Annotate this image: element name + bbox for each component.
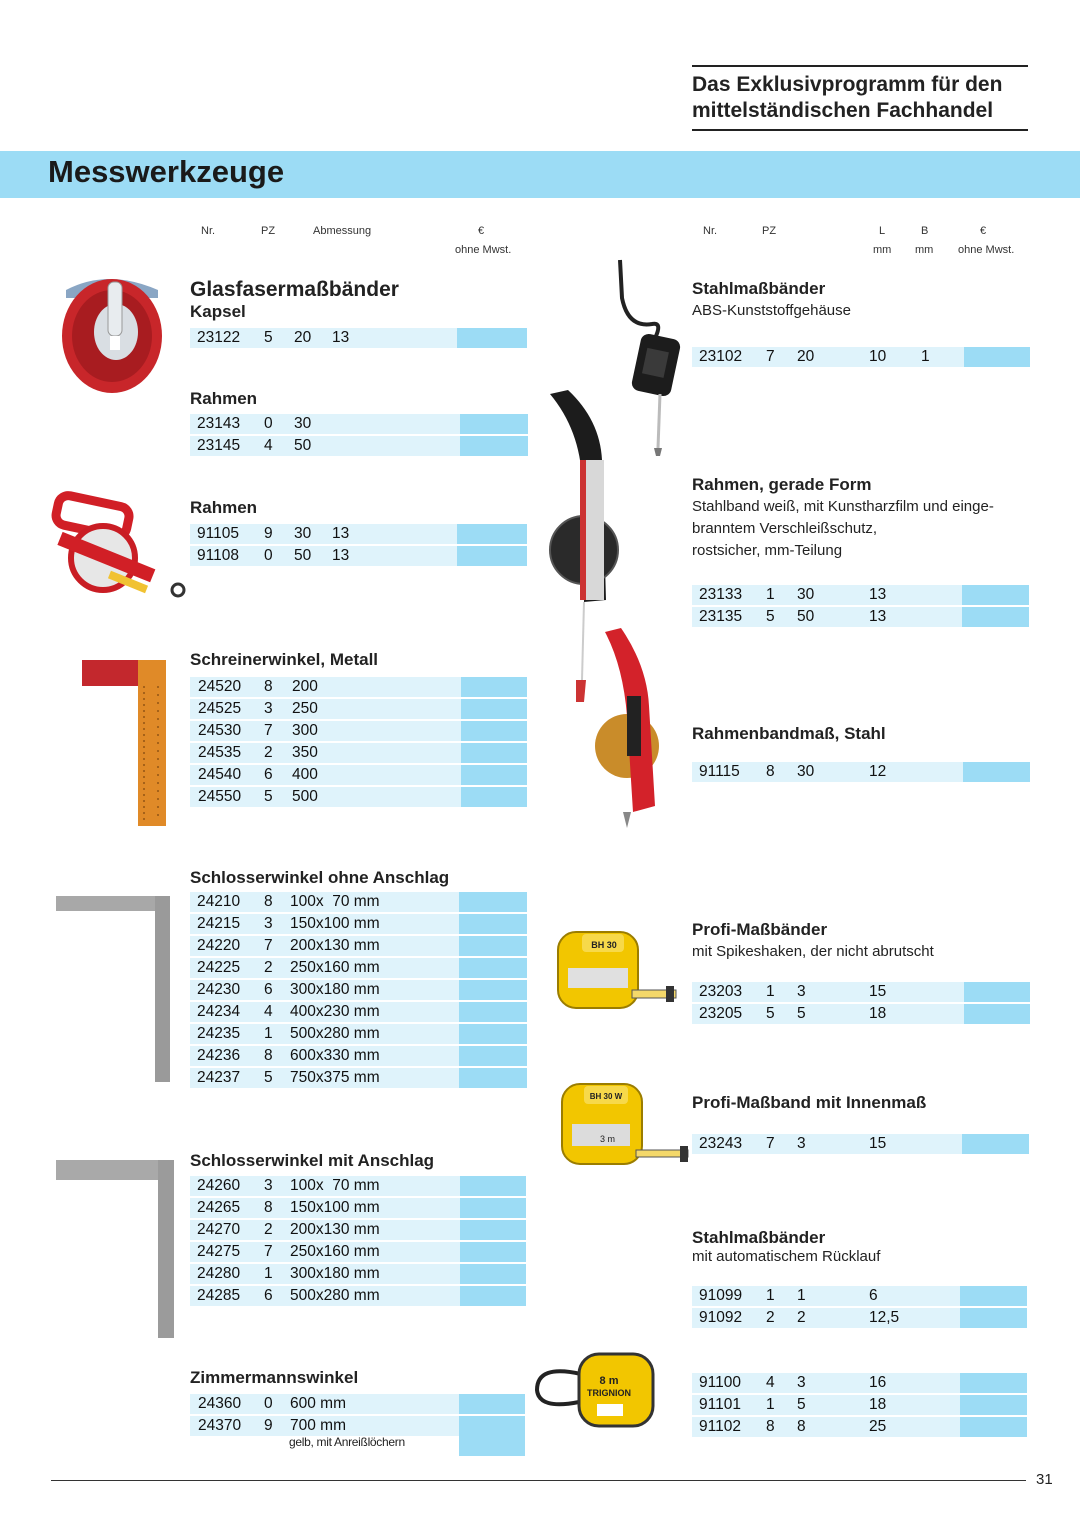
- col-nr-left: Nr.: [201, 225, 216, 237]
- cell-dim: 300: [292, 722, 318, 739]
- price-cell: [461, 765, 527, 785]
- price-cell: [457, 524, 527, 544]
- price-cell: [460, 1220, 526, 1240]
- cell-nr: 24265: [197, 1199, 241, 1216]
- cell-dim2: 13: [332, 329, 350, 346]
- table-row: [190, 436, 528, 456]
- cell-dim: 700 mm: [290, 1417, 346, 1434]
- cell-dim: 50: [294, 437, 312, 454]
- cell-length: 3: [797, 1374, 806, 1391]
- price-cell: [459, 1416, 525, 1456]
- cell-l: 18: [869, 1005, 887, 1022]
- table-row: [692, 1308, 1027, 1328]
- table-row: [190, 1394, 525, 1414]
- col-l: L: [879, 225, 886, 237]
- cell-length: 2: [797, 1309, 806, 1326]
- section-title-stahlmassbaender: Stahlmaßbänder: [692, 279, 826, 298]
- schlosserwinkel-mit-image: [56, 1160, 176, 1338]
- cell-pz: 4: [264, 1003, 273, 1020]
- price-cell: [960, 1417, 1027, 1437]
- cell-pz: 8: [264, 1199, 273, 1216]
- cell-nr: 24285: [197, 1287, 241, 1304]
- section-sub-ruecklauf: mit automatischem Rücklauf: [692, 1248, 881, 1265]
- cell-pz: 8: [264, 1047, 273, 1064]
- table-row: [190, 892, 527, 912]
- schreinerwinkel-image: [78, 656, 170, 826]
- table-row: [190, 1176, 526, 1196]
- price-cell: [962, 585, 1029, 605]
- cell-dim: 150x100 mm: [290, 1199, 380, 1216]
- cell-l: 12: [869, 763, 887, 780]
- price-cell: [459, 914, 527, 934]
- cell-pz: 4: [766, 1374, 775, 1391]
- cell-nr: 24280: [197, 1265, 241, 1282]
- table-row: [692, 1417, 1027, 1437]
- cell-dim: 400: [292, 766, 318, 783]
- cell-nr: 24270: [197, 1221, 241, 1238]
- col-net-right: ohne Mwst.: [958, 244, 1015, 256]
- table-row: [190, 914, 527, 934]
- cell-nr: 91100: [699, 1374, 741, 1391]
- section-title-rahmen-2: Rahmen: [190, 498, 258, 517]
- cell-pz: 8: [766, 763, 775, 780]
- cell-pz: 7: [766, 348, 775, 365]
- profi-massband-innenmass-image: [560, 1082, 690, 1172]
- cell-pz: 3: [264, 700, 273, 717]
- cell-length: 3: [797, 1135, 806, 1152]
- col-abmessung: Abmessung: [313, 225, 372, 237]
- cell-nr: 23205: [699, 1005, 743, 1022]
- cell-pz: 5: [264, 1069, 273, 1086]
- table-row: [190, 721, 527, 741]
- stahlmassband-abs-image: [612, 258, 682, 463]
- section-title-rahmen-1: Rahmen: [190, 389, 258, 408]
- table-row: [190, 1002, 527, 1022]
- cell-pz: 9: [264, 525, 273, 542]
- cell-dim2: 13: [332, 525, 350, 542]
- section-title-glasfaser: Glasfasermaßbänder: [190, 278, 399, 301]
- cell-nr: 23145: [197, 437, 241, 454]
- cell-dim: 100x 70 mm: [290, 1177, 380, 1194]
- table-row: [190, 546, 527, 566]
- price-cell: [459, 892, 527, 912]
- cell-pz: 9: [264, 1417, 273, 1434]
- section-title-rahmenbandmass: Rahmenbandmaß, Stahl: [692, 724, 886, 743]
- section-title-schlosserwinkel-mit: Schlosserwinkel mit Anschlag: [190, 1151, 435, 1170]
- cell-pz: 6: [264, 981, 273, 998]
- section-sub-spikeshaken: mit Spikeshaken, der nicht abrutscht: [692, 943, 934, 960]
- table-row: [692, 607, 1029, 627]
- cell-nr: 24234: [197, 1003, 241, 1020]
- cell-length: 20: [797, 348, 815, 365]
- stahlmassband-auto-image: [533, 1350, 661, 1430]
- profi-massband-bh30-image: [556, 928, 678, 1014]
- cell-dim: 200x130 mm: [290, 1221, 380, 1238]
- cell-nr: 24225: [197, 959, 241, 976]
- table-row: [692, 982, 1030, 1002]
- length-3m-label: 3 m: [600, 1134, 616, 1144]
- section-title-profi-massbaender: Profi-Maßbänder: [692, 920, 828, 939]
- price-cell: [460, 1176, 526, 1196]
- cell-pz: 5: [264, 329, 273, 346]
- rahmenbandmass-stahl-image: [597, 626, 667, 836]
- table-row: [190, 980, 527, 1000]
- cell-pz: 1: [264, 1265, 273, 1282]
- header-rule-top: [692, 65, 1028, 67]
- cell-l: 25: [869, 1418, 887, 1435]
- table-row: [190, 765, 527, 785]
- cell-dim: 500x280 mm: [290, 1025, 380, 1042]
- table-row: [190, 1264, 526, 1284]
- price-cell: [460, 1242, 526, 1262]
- cell-pz: 0: [264, 1395, 273, 1412]
- cell-nr: 24210: [197, 893, 241, 910]
- section-desc-line-1: Stahlband weiß, mit Kunstharzfilm und einge-: [692, 498, 994, 515]
- col-b: B: [921, 225, 929, 237]
- table-row: [190, 699, 527, 719]
- cell-nr: 91101: [699, 1396, 741, 1413]
- price-cell: [460, 414, 528, 434]
- cell-l: 16: [869, 1374, 887, 1391]
- section-title-zimmermannswinkel: Zimmermannswinkel: [190, 1368, 359, 1387]
- cell-nr: 24360: [198, 1395, 242, 1412]
- price-cell: [461, 677, 527, 697]
- cell-dim: 500x280 mm: [290, 1287, 380, 1304]
- cell-nr: 24535: [198, 744, 242, 761]
- cell-l: 12,5: [869, 1309, 900, 1326]
- table-row: [692, 1395, 1027, 1415]
- cell-pz: 5: [766, 1005, 775, 1022]
- table-row: [190, 1286, 526, 1306]
- col-b-unit: mm: [915, 244, 934, 256]
- cell-length: 3: [797, 983, 806, 1000]
- col-net-left: ohne Mwst.: [455, 244, 512, 256]
- price-cell: [960, 1286, 1027, 1306]
- cell-pz: 7: [264, 937, 273, 954]
- cell-dim2: 13: [332, 547, 350, 564]
- cell-nr: 91092: [699, 1309, 743, 1326]
- table-row: [692, 585, 1029, 605]
- section-title-profi-innenmass: Profi-Maßband mit Innenmaß: [692, 1093, 927, 1112]
- cell-pz: 5: [264, 788, 273, 805]
- cell-pz: 8: [766, 1418, 775, 1435]
- price-cell: [459, 1002, 527, 1022]
- cell-nr: 23133: [699, 586, 743, 603]
- cell-nr: 24530: [198, 722, 242, 739]
- header-rule-bottom: [692, 129, 1028, 131]
- table-row: [190, 743, 527, 763]
- cell-length: 5: [797, 1396, 806, 1413]
- table-row: [692, 1004, 1030, 1024]
- price-cell: [461, 743, 527, 763]
- cell-nr: 24237: [197, 1069, 241, 1086]
- cell-pz: 8: [264, 893, 273, 910]
- page-title: Messwerkzeuge: [48, 154, 285, 189]
- section-title-schreinerwinkel: Schreinerwinkel, Metall: [190, 650, 379, 669]
- cell-dim: 200x130 mm: [290, 937, 380, 954]
- cell-nr: 91108: [197, 547, 239, 564]
- table-row: [190, 787, 527, 807]
- table-row: [190, 1220, 526, 1240]
- cell-pz: 2: [264, 744, 273, 761]
- price-cell: [962, 607, 1029, 627]
- price-cell: [963, 762, 1030, 782]
- table-row: [190, 414, 528, 434]
- table-row: [190, 1046, 527, 1066]
- tagline: [692, 72, 1032, 124]
- cell-nr: 24525: [198, 700, 242, 717]
- brand-label: TRIGNION: [587, 1388, 631, 1398]
- cell-pz: 2: [766, 1309, 775, 1326]
- table-row: [692, 1134, 1029, 1154]
- schlosserwinkel-ohne-image: [56, 896, 172, 1082]
- price-cell: [459, 1068, 527, 1088]
- glasfaser-kapsel-tape-image: [58, 268, 166, 396]
- cell-dim: 300x180 mm: [290, 981, 380, 998]
- cell-dim: 100x 70 mm: [290, 893, 380, 910]
- cell-length: 30: [797, 763, 815, 780]
- table-row: [692, 1373, 1027, 1393]
- price-cell: [459, 1024, 527, 1044]
- table-row: [190, 524, 527, 544]
- cell-dim: 30: [294, 525, 312, 542]
- cell-pz: 8: [264, 678, 273, 695]
- cell-dim: 300x180 mm: [290, 1265, 380, 1282]
- cell-pz: 1: [766, 586, 775, 603]
- col-pz-left: PZ: [261, 225, 276, 237]
- price-cell: [460, 436, 528, 456]
- cell-l: 6: [869, 1287, 878, 1304]
- cell-nr: 23143: [197, 415, 241, 432]
- col-currency-right: €: [980, 225, 987, 237]
- cell-nr: 91102: [699, 1418, 741, 1435]
- col-nr-right: Nr.: [703, 225, 718, 237]
- cell-l: 10: [869, 348, 887, 365]
- table-row: [190, 936, 527, 956]
- price-cell: [459, 980, 527, 1000]
- price-cell: [460, 1198, 526, 1218]
- cell-dim: 200: [292, 678, 318, 695]
- price-cell: [461, 787, 527, 807]
- cell-dim: 250: [292, 700, 318, 717]
- cell-nr: 24520: [198, 678, 242, 695]
- price-cell: [457, 328, 527, 348]
- table-row: [692, 1286, 1027, 1306]
- cell-dim: 30: [294, 415, 312, 432]
- cell-nr: 24215: [197, 915, 241, 932]
- cell-pz: 6: [264, 1287, 273, 1304]
- cell-dim: 500: [292, 788, 318, 805]
- cell-nr: 91099: [699, 1287, 743, 1304]
- cell-length: 8: [797, 1418, 806, 1435]
- cell-pz: 3: [264, 915, 273, 932]
- section-title-schlosserwinkel-ohne: Schlosserwinkel ohne Anschlag: [190, 868, 450, 887]
- price-cell: [457, 546, 527, 566]
- section-title-stahlmassbaender-auto: Stahlmaßbänder: [692, 1228, 826, 1247]
- cell-b: 1: [921, 348, 930, 365]
- cell-length: 50: [797, 608, 815, 625]
- cell-nr: 24370: [198, 1417, 242, 1434]
- cell-nr: 24540: [198, 766, 242, 783]
- price-cell: [960, 1308, 1027, 1328]
- price-cell: [461, 721, 527, 741]
- col-l-unit: mm: [873, 244, 892, 256]
- tagline-line-1: Das Exklusivprogramm für den: [692, 73, 1003, 96]
- rahmen-frame-tape-image: [48, 488, 193, 620]
- table-row: [190, 677, 527, 697]
- table-row: [190, 1068, 527, 1088]
- cell-pz: 1: [766, 983, 775, 1000]
- table-row: [190, 1024, 527, 1044]
- price-cell: [964, 347, 1030, 367]
- price-cell: [964, 982, 1030, 1002]
- table-row: [190, 1242, 526, 1262]
- cell-pz: 1: [766, 1287, 775, 1304]
- table-row: [190, 1416, 525, 1436]
- table-row: [190, 958, 527, 978]
- cell-nr: 24275: [197, 1243, 241, 1260]
- section-desc-line-2: branntem Verschleißschutz,: [692, 520, 878, 537]
- cell-nr: 91105: [197, 525, 239, 542]
- cell-dim: 250x160 mm: [290, 959, 380, 976]
- price-cell: [459, 936, 527, 956]
- cell-pz: 7: [264, 1243, 273, 1260]
- cell-pz: 1: [766, 1396, 775, 1413]
- cell-nr: 24236: [197, 1047, 241, 1064]
- cell-pz: 0: [264, 415, 273, 432]
- cell-l: 15: [869, 983, 887, 1000]
- cell-dim: 150x100 mm: [290, 915, 380, 932]
- section-desc-line-3: rostsicher, mm-Teilung: [692, 542, 843, 559]
- section-sub-kapsel: Kapsel: [190, 302, 246, 321]
- cell-pz: 4: [264, 437, 273, 454]
- cell-nr: 24220: [197, 937, 241, 954]
- cell-l: 15: [869, 1135, 887, 1152]
- cell-dim: 250x160 mm: [290, 1243, 380, 1260]
- tagline-line-2: mittelständischen Fachhandel: [692, 99, 994, 122]
- cell-pz: 5: [766, 608, 775, 625]
- cell-pz: 1: [264, 1025, 273, 1042]
- cell-nr: 23135: [699, 608, 743, 625]
- price-cell: [960, 1395, 1027, 1415]
- cell-nr: 24550: [198, 788, 242, 805]
- price-cell: [459, 958, 527, 978]
- cell-dim: 400x230 mm: [290, 1003, 380, 1020]
- bh30-label: BH 30: [591, 940, 617, 950]
- cell-dim: 20: [294, 329, 312, 346]
- cell-nr: 23203: [699, 983, 743, 1000]
- price-cell: [461, 699, 527, 719]
- cell-pz: 7: [766, 1135, 775, 1152]
- length-8m-label: 8 m: [599, 1375, 619, 1387]
- cell-l: 13: [869, 586, 887, 603]
- cell-nr: 24230: [197, 981, 241, 998]
- cell-nr: 24235: [197, 1025, 241, 1042]
- cell-l: 18: [869, 1396, 887, 1413]
- cell-pz: 3: [264, 1177, 273, 1194]
- cell-pz: 2: [264, 1221, 273, 1238]
- cell-pz: 7: [264, 722, 273, 739]
- col-pz-right: PZ: [762, 225, 777, 237]
- cell-nr: 24260: [197, 1177, 241, 1194]
- price-cell: [964, 1004, 1030, 1024]
- cell-nr: 23102: [699, 348, 743, 365]
- table-row: [692, 347, 1030, 367]
- cell-length: 5: [797, 1005, 806, 1022]
- bh30w-label: BH 30 W: [589, 1092, 623, 1101]
- section-sub-abs: ABS-Kunststoffgehäuse: [692, 302, 851, 319]
- cell-length: 30: [797, 586, 815, 603]
- table-row: [190, 328, 527, 348]
- price-cell: [460, 1264, 526, 1284]
- cell-nr: 91115: [699, 763, 740, 780]
- cell-dim: 350: [292, 744, 318, 761]
- cell-pz: 6: [264, 766, 273, 783]
- price-cell: [459, 1394, 525, 1414]
- zimmermann-note: gelb, mit Anreißlöchern: [289, 1435, 405, 1449]
- cell-dim: 50: [294, 547, 312, 564]
- cell-pz: 2: [264, 959, 273, 976]
- cell-dim: 750x375 mm: [290, 1069, 380, 1086]
- page-number: 31: [1036, 1471, 1053, 1488]
- footer-rule: [51, 1480, 1026, 1481]
- col-currency-left: €: [478, 225, 485, 237]
- table-row: [692, 762, 1030, 782]
- cell-nr: 23122: [197, 329, 241, 346]
- cell-length: 1: [797, 1287, 806, 1304]
- cell-dim: 600 mm: [290, 1395, 346, 1412]
- cell-nr: 23243: [699, 1135, 743, 1152]
- section-title-rahmen-gerade: Rahmen, gerade Form: [692, 475, 872, 494]
- cell-pz: 0: [264, 547, 273, 564]
- cell-dim: 600x330 mm: [290, 1047, 380, 1064]
- table-row: [190, 1198, 526, 1218]
- price-cell: [962, 1134, 1029, 1154]
- cell-l: 13: [869, 608, 887, 625]
- price-cell: [460, 1286, 526, 1306]
- price-cell: [459, 1046, 527, 1066]
- price-cell: [960, 1373, 1027, 1393]
